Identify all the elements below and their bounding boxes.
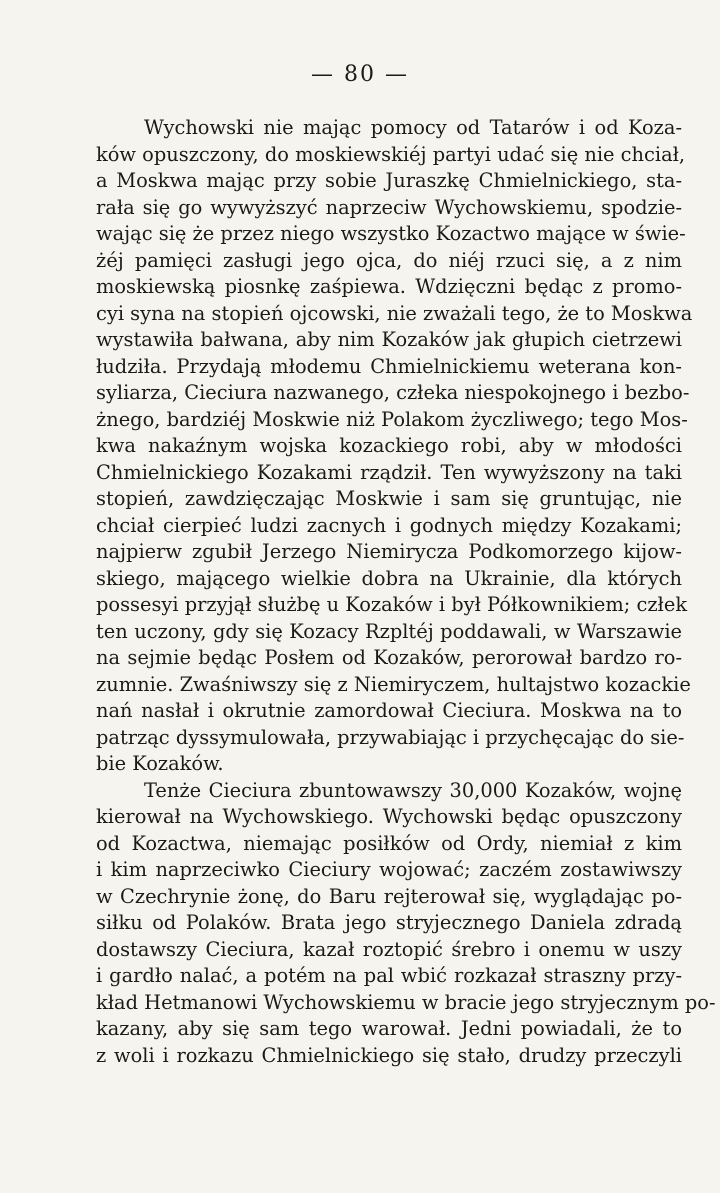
text-line: Chmielnickiego Kozakami rządził. Ten wywyższony na taki bbox=[96, 460, 682, 484]
text-line: a Moskwa mając przy sobie Juraszkę Chmielnickiego, sta- bbox=[96, 169, 682, 192]
paragraph-1 bbox=[96, 115, 693, 778]
body-text bbox=[96, 115, 716, 1069]
text-line: kierował na Wychowskiego. Wychowski będąc opuszczony bbox=[96, 805, 682, 828]
paragraph-2 bbox=[96, 778, 716, 1070]
text-line: i gardło nalać, a potém na pal wbić rozkazał straszny przy- bbox=[96, 964, 682, 987]
text-line: od Kozactwa, niemając posiłków od Ordy, niemiał z kim bbox=[96, 831, 682, 855]
text-line: żnego, bardziéj Moskwie niż Polakom życzliwego; tego Mos- bbox=[96, 407, 688, 431]
text-line: siłku od Polaków. Brata jego stryjecznego Daniela zdradą bbox=[96, 911, 682, 934]
text-line: ków opuszczony, do moskiewskiéj partyi udać się nie chciał, bbox=[96, 142, 686, 166]
text-line: Wychowski nie mając pomocy od Tatarów i od Koza- bbox=[144, 116, 682, 139]
text-line: dostawszy Cieciura, kazał roztopić śrebro i onemu w uszy bbox=[96, 937, 682, 961]
text-line: Tenże Cieciura zbuntowawszy 30,000 Kozaków, wojnę bbox=[144, 778, 682, 802]
text-line: najpierw zgubił Jerzego Niemirycza Podkomorzego kijow- bbox=[96, 540, 682, 563]
text-line: kwa nakaźnym wojska kozackiego robi, aby w młodości bbox=[96, 434, 682, 457]
text-line: possesyi przyjął służbę u Kozaków i był Półkownikiem; człek bbox=[96, 593, 688, 616]
text-line: rała się go wywyższyć naprzeciw Wychowskiemu, spodzie- bbox=[96, 195, 682, 219]
text-line: cyi syna na stopień ojcowski, nie zważali tego, że to Moskwa bbox=[96, 301, 693, 325]
text-line: patrząc dyssymulowała, przywabiając i przychęcając do sie- bbox=[96, 725, 685, 749]
text-line: zumnie. Zwaśniwszy się z Niemiryczem, hultajstwo kozackie bbox=[96, 672, 691, 696]
text-line: łudziła. Przydają młodemu Chmielnickiemu weterana kon- bbox=[96, 354, 682, 378]
text-line: w Czechrynie żonę, do Baru rejterował się, wyglądając po- bbox=[96, 884, 682, 908]
page-number: — 80 — bbox=[311, 62, 409, 87]
text-line: kazany, aby się sam tego warował. Jedni powiadali, że to bbox=[96, 1017, 682, 1040]
text-line: bie Kozaków. bbox=[96, 752, 224, 775]
text-line: chciał cierpieć ludzi zacnych i godnych między Kozakami; bbox=[96, 513, 682, 537]
text-line: wając się że przez niego wszystko Kozactwo mające w świe- bbox=[96, 222, 686, 245]
text-line: z woli i rozkazu Chmielnickiego się stało, drudzy przeczyli bbox=[96, 1043, 682, 1067]
text-line: syliarza, Cieciura nazwanego, człeka niespokojnego i bezbo- bbox=[96, 381, 690, 404]
text-line: na sejmie będąc Posłem od Kozaków, perorował bardzo ro- bbox=[96, 646, 682, 669]
text-line: żéj pamięci zasługi jego ojca, do niéj rzuci się, a z nim bbox=[96, 248, 682, 272]
text-line: ten uczony, gdy się Kozacy Rzpltéj poddawali, w Warszawie bbox=[96, 619, 682, 643]
text-line: wystawiła bałwana, aby nim Kozaków jak głupich cietrzewi bbox=[96, 328, 682, 351]
text-line: moskiewską piosnkę zaśpiewa. Wdzięczni będąc z promo- bbox=[96, 275, 682, 298]
text-line: skiego, mającego wielkie dobra na Ukrainie, dla których bbox=[96, 566, 682, 590]
text-line: nań nasłał i okrutnie zamordował Cieciura. Moskwa na to bbox=[96, 699, 682, 722]
text-line: kład Hetmanowi Wychowskiemu w bracie jego stryjecznym po- bbox=[96, 990, 716, 1014]
text-line: stopień, zawdzięczając Moskwie i sam się gruntując, nie bbox=[96, 487, 682, 510]
text-line: i kim naprzeciwko Cieciury wojować; zaczém zostawiwszy bbox=[96, 858, 682, 881]
